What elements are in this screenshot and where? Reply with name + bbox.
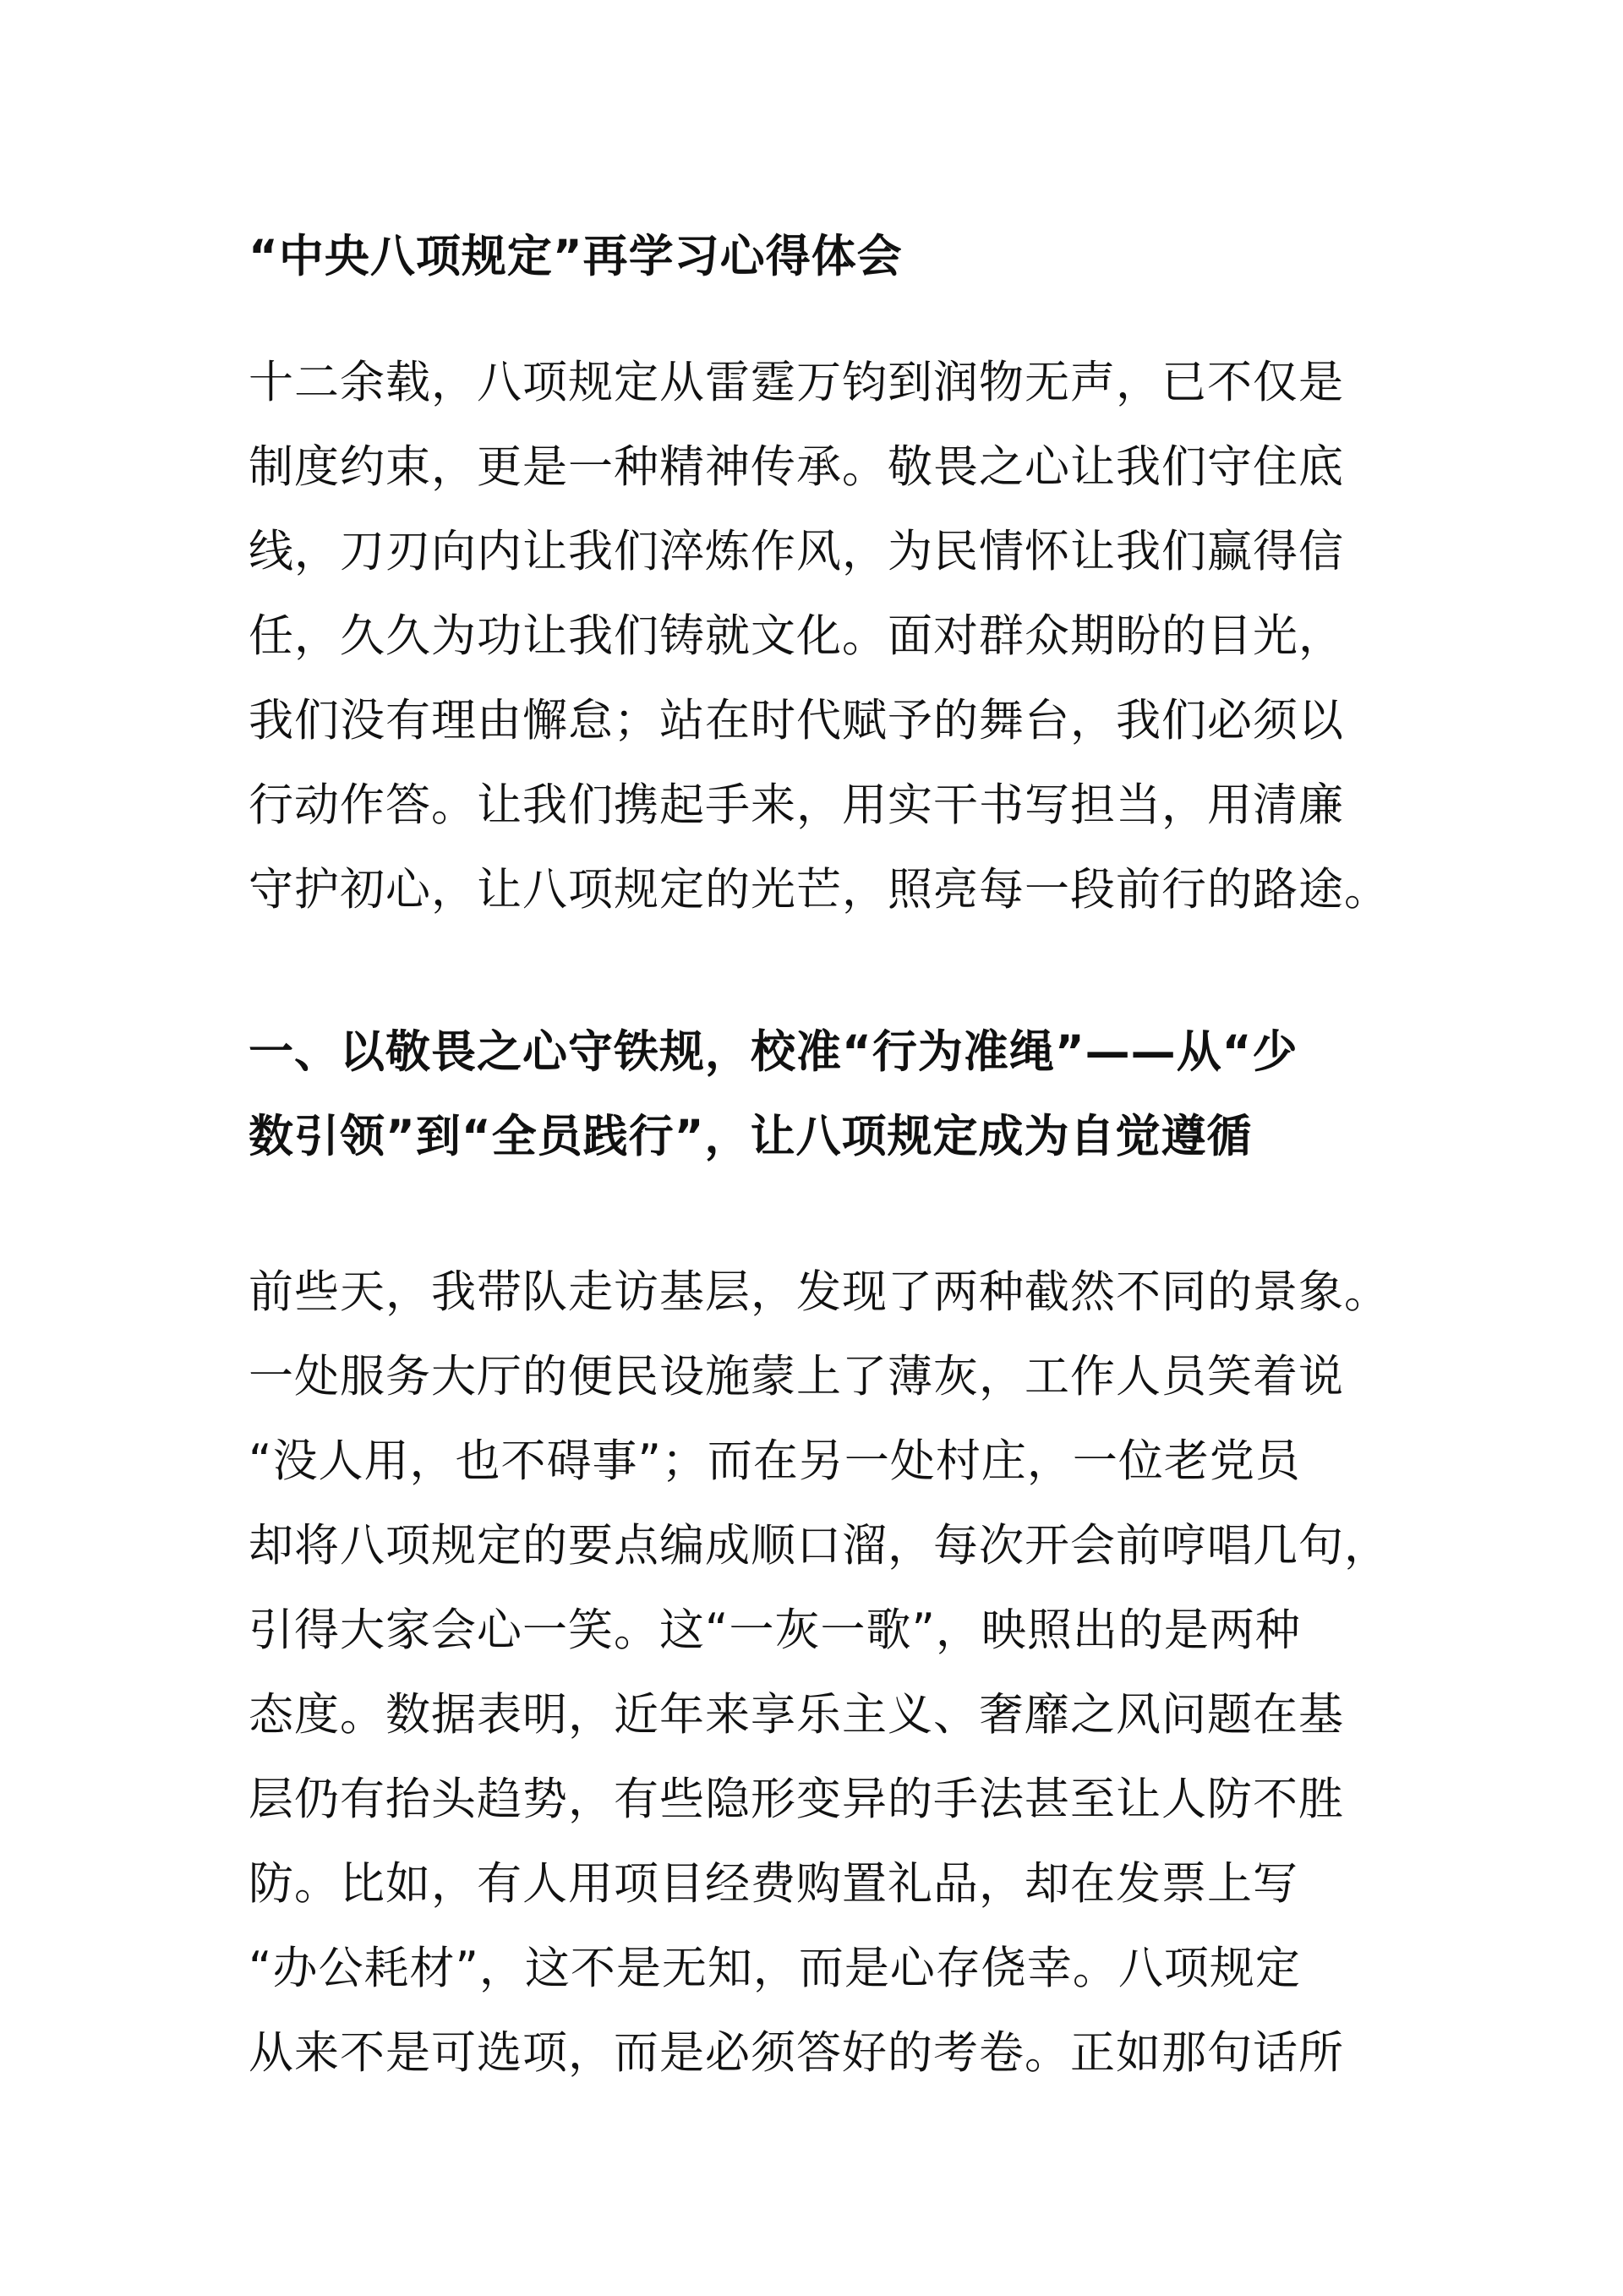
intro-line: 制度约束，更是一种精神传承。敬畏之心让我们守住底 [249, 441, 1344, 493]
body-line: 引得大家会心一笑。这“一灰一歌”，映照出的是两种 [249, 1604, 1301, 1656]
body-line: 却将八项规定的要点编成顺口溜，每次开会前哼唱几句， [249, 1520, 1390, 1572]
intro-line: 守护初心，让八项规定的光芒，照亮每一段前行的路途。 [249, 864, 1390, 916]
page-title: “中央八项规定”再学习心得体会 [249, 231, 903, 282]
intro-line: 十二余载，八项规定从雷霆万钧到润物无声，已不仅是 [249, 357, 1344, 408]
body-line: 层仍有抬头趋势，有些隐形变异的手法甚至让人防不胜 [249, 1774, 1344, 1825]
body-line: 从来不是可选项，而是必须答好的考卷。正如那句话所 [249, 2027, 1344, 2079]
body-line: “办公耗材”，这不是无知，而是心存侥幸。八项规定 [249, 1943, 1301, 1994]
body-line: “没人用，也不碍事”；而在另一处村庄，一位老党员 [249, 1435, 1301, 1487]
body-line: 前些天，我带队走访基层，发现了两种截然不同的景象。 [249, 1266, 1390, 1318]
intro-line: 任，久久为功让我们铸就文化。面对群众期盼的目光， [249, 610, 1344, 662]
body-line: 态度。数据表明，近年来享乐主义、奢靡之风问题在基 [249, 1689, 1344, 1741]
body-line: 一处服务大厅的便民设施蒙上了薄灰，工作人员笑着说 [249, 1351, 1344, 1402]
body-line: 防。比如，有人用项目经费购置礼品，却在发票上写 [249, 1858, 1298, 1910]
intro-line: 行动作答。让我们携起手来，用实干书写担当，用清廉 [249, 779, 1344, 831]
section-heading-line: 数引领”到“全员践行”，让八项规定成为自觉遵循 [249, 1111, 1253, 1162]
intro-line: 我们没有理由懈怠；站在时代赋予的舞台，我们必须以 [249, 695, 1344, 746]
section-heading-line: 一、以敬畏之心守铁规，校准“行为准绳”——从“少 [249, 1026, 1298, 1078]
intro-line: 线，刀刃向内让我们淬炼作风，为民情怀让我们赢得信 [249, 526, 1344, 577]
